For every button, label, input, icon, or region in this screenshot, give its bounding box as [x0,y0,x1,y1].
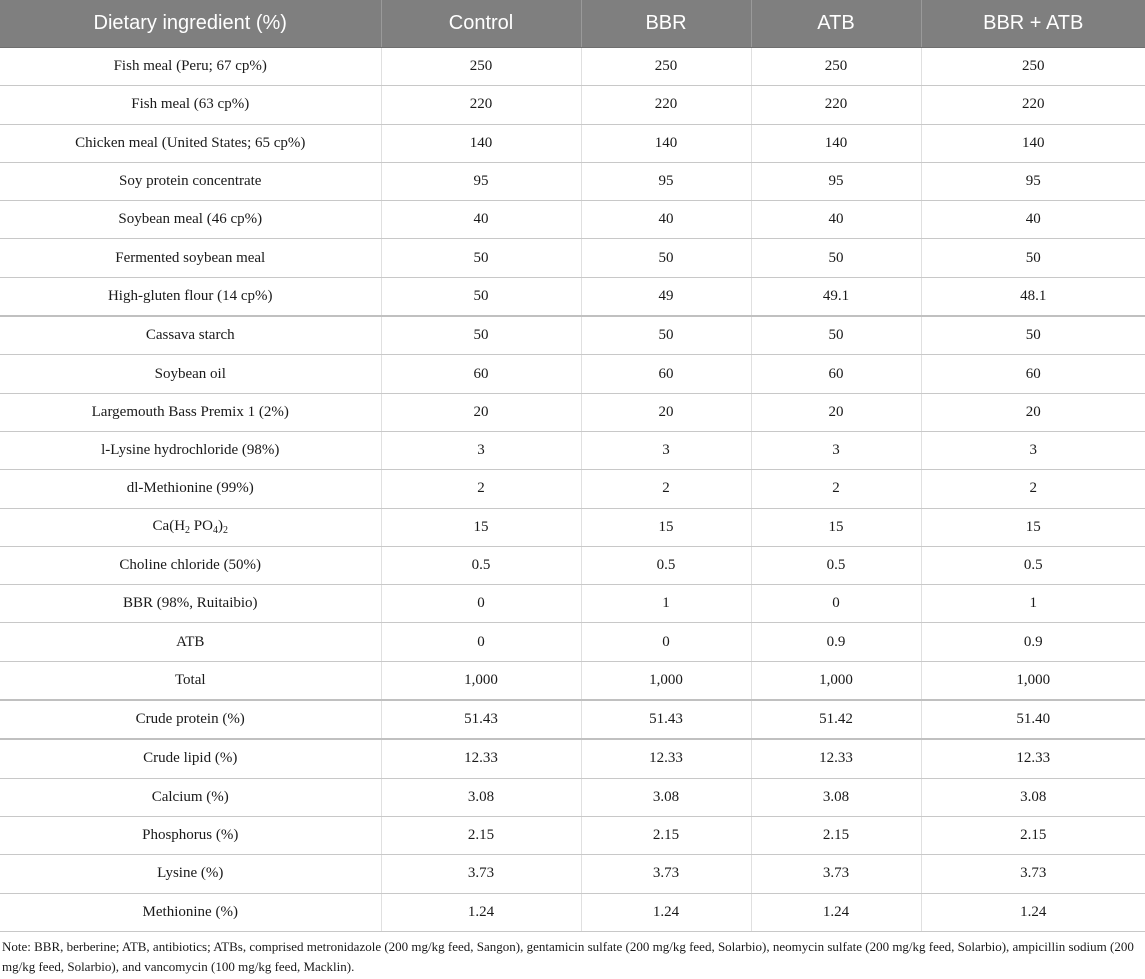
cell-control: 3 [381,431,581,469]
cell-atb: 40 [751,201,921,239]
cell-bbr-atb: 20 [921,393,1145,431]
cell-atb: 15 [751,508,921,546]
cell-atb: 0 [751,585,921,623]
cell-atb: 60 [751,355,921,393]
cell-control: 15 [381,508,581,546]
cell-control: 250 [381,48,581,86]
row-label: Chicken meal (United States; 65 cp%) [0,124,381,162]
cell-control: 0 [381,585,581,623]
cell-bbr: 2 [581,470,751,508]
cell-bbr: 3.73 [581,855,751,893]
table-row [0,508,1145,546]
row-label: Methionine (%) [0,893,381,931]
row-label: Crude lipid (%) [0,739,381,778]
cell-bbr: 1,000 [581,661,751,700]
cell-control: 51.43 [381,700,581,739]
cell-atb: 3.08 [751,778,921,816]
cell-bbr: 3.08 [581,778,751,816]
row-label: dl-Methionine (99%) [0,470,381,508]
row-label: Cassava starch [0,316,381,355]
cell-bbr: 40 [581,201,751,239]
row-label: Soybean meal (46 cp%) [0,201,381,239]
row-label: Fermented soybean meal [0,239,381,277]
table-footnote: Note: BBR, berberine; ATB, antibiotics; ATBs, comprised metronidazole (200 mg/kg feed, Sangon), gentamicin sulfate (200 mg/kg feed, Solarbio), neomycin sulfate (200 mg/kg feed, Solarbio), ampicillin sodium (200 mg/kg feed, Solarbio), and vancomycin (100 mg/kg feed, Macklin). [2,939,1134,974]
cell-bbr-atb: 3 [921,431,1145,469]
cell-bbr: 50 [581,239,751,277]
cell-bbr-atb: 15 [921,508,1145,546]
cell-bbr-atb: 1.24 [921,893,1145,931]
formula-subscript: 2 [185,525,191,537]
cell-bbr-atb: 50 [921,316,1145,355]
row-label: Largemouth Bass Premix 1 (2%) [0,393,381,431]
cell-bbr-atb: 250 [921,48,1145,86]
cell-atb: 0.9 [751,623,921,661]
cell-bbr-atb: 48.1 [921,277,1145,316]
table-row [0,470,1145,508]
cell-bbr-atb: 0.9 [921,623,1145,661]
cell-control: 3.73 [381,855,581,893]
table-row [0,739,1145,778]
row-label: Lysine (%) [0,855,381,893]
cell-bbr: 140 [581,124,751,162]
header-atb: ATB [751,0,921,48]
row-label: Fish meal (Peru; 67 cp%) [0,48,381,86]
table-row [0,48,1145,86]
table-row [0,277,1145,316]
cell-atb: 2 [751,470,921,508]
row-label: Fish meal (63 cp%) [0,86,381,124]
cell-control: 20 [381,393,581,431]
cell-control: 2.15 [381,816,581,854]
table-row [0,700,1145,739]
cell-bbr: 49 [581,277,751,316]
cell-control: 220 [381,86,581,124]
cell-bbr: 2.15 [581,816,751,854]
header-bbr-atb: BBR + ATB [921,0,1145,48]
cell-bbr: 50 [581,316,751,355]
table-row [0,431,1145,469]
cell-bbr-atb: 51.40 [921,700,1145,739]
cell-bbr-atb: 60 [921,355,1145,393]
row-label: High-gluten flour (14 cp%) [0,277,381,316]
cell-bbr: 95 [581,162,751,200]
cell-atb: 50 [751,316,921,355]
cell-atb: 3.73 [751,855,921,893]
cell-bbr-atb: 220 [921,86,1145,124]
table-row [0,623,1145,661]
row-label: Calcium (%) [0,778,381,816]
cell-bbr-atb: 50 [921,239,1145,277]
cell-bbr-atb: 3.73 [921,855,1145,893]
table-row [0,355,1145,393]
cell-bbr: 1.24 [581,893,751,931]
formula-subscript: 4 [212,525,218,537]
cell-bbr-atb: 2.15 [921,816,1145,854]
formula-text: PO [190,518,213,535]
table-row [0,585,1145,623]
cell-bbr: 220 [581,86,751,124]
table-row [0,201,1145,239]
cell-atb: 49.1 [751,277,921,316]
cell-atb: 140 [751,124,921,162]
row-label: Phosphorus (%) [0,816,381,854]
cell-bbr-atb: 95 [921,162,1145,200]
table-body [0,48,1145,932]
row-label-formula [0,508,381,546]
table-row [0,778,1145,816]
header-ingredient: Dietary ingredient (%) [0,0,381,48]
row-label: Choline chloride (50%) [0,546,381,584]
cell-bbr: 12.33 [581,739,751,778]
row-label: BBR (98%, Ruitaibio) [0,585,381,623]
cell-bbr: 51.43 [581,700,751,739]
cell-bbr-atb: 12.33 [921,739,1145,778]
cell-control: 50 [381,277,581,316]
header-row [0,0,1145,48]
cell-control: 2 [381,470,581,508]
cell-atb: 20 [751,393,921,431]
cell-atb: 220 [751,86,921,124]
row-label: Total [0,661,381,700]
header-control: Control [381,0,581,48]
cell-control: 0.5 [381,546,581,584]
cell-bbr: 15 [581,508,751,546]
row-label: l-Lysine hydrochloride (98%) [0,431,381,469]
formula-subscript: 2 [222,525,228,537]
cell-bbr: 1 [581,585,751,623]
table-row [0,546,1145,584]
cell-bbr-atb: 0.5 [921,546,1145,584]
cell-bbr: 3 [581,431,751,469]
cell-atb: 1,000 [751,661,921,700]
formula-text: Ca(H [152,518,186,535]
cell-atb: 95 [751,162,921,200]
cell-control: 0 [381,623,581,661]
cell-control: 12.33 [381,739,581,778]
cell-bbr: 60 [581,355,751,393]
cell-bbr-atb: 1,000 [921,661,1145,700]
table-row [0,393,1145,431]
cell-atb: 250 [751,48,921,86]
cell-control: 3.08 [381,778,581,816]
cell-bbr-atb: 3.08 [921,778,1145,816]
cell-control: 50 [381,239,581,277]
cell-control: 40 [381,201,581,239]
cell-atb: 0.5 [751,546,921,584]
cell-atb: 12.33 [751,739,921,778]
cell-control: 1,000 [381,661,581,700]
cell-control: 60 [381,355,581,393]
cell-bbr: 20 [581,393,751,431]
cell-bbr-atb: 1 [921,585,1145,623]
formula-text: ) [217,518,223,535]
cell-atb: 2.15 [751,816,921,854]
table-row [0,816,1145,854]
row-label: Crude protein (%) [0,700,381,739]
table-row [0,661,1145,700]
table-row [0,855,1145,893]
table-row [0,162,1145,200]
cell-control: 1.24 [381,893,581,931]
table-header [0,0,1145,48]
row-label: Soybean oil [0,355,381,393]
table-row [0,239,1145,277]
table-row [0,893,1145,931]
header-bbr: BBR [581,0,751,48]
cell-bbr: 0.5 [581,546,751,584]
table-row [0,86,1145,124]
cell-atb: 3 [751,431,921,469]
cell-atb: 51.42 [751,700,921,739]
cell-bbr-atb: 40 [921,201,1145,239]
cell-bbr-atb: 140 [921,124,1145,162]
cell-control: 50 [381,316,581,355]
row-label: Soy protein concentrate [0,162,381,200]
cell-control: 95 [381,162,581,200]
cell-atb: 50 [751,239,921,277]
row-label: ATB [0,623,381,661]
table-row [0,316,1145,355]
cell-bbr-atb: 2 [921,470,1145,508]
cell-atb: 1.24 [751,893,921,931]
cell-control: 140 [381,124,581,162]
table-row [0,124,1145,162]
cell-bbr: 0 [581,623,751,661]
cell-bbr: 250 [581,48,751,86]
